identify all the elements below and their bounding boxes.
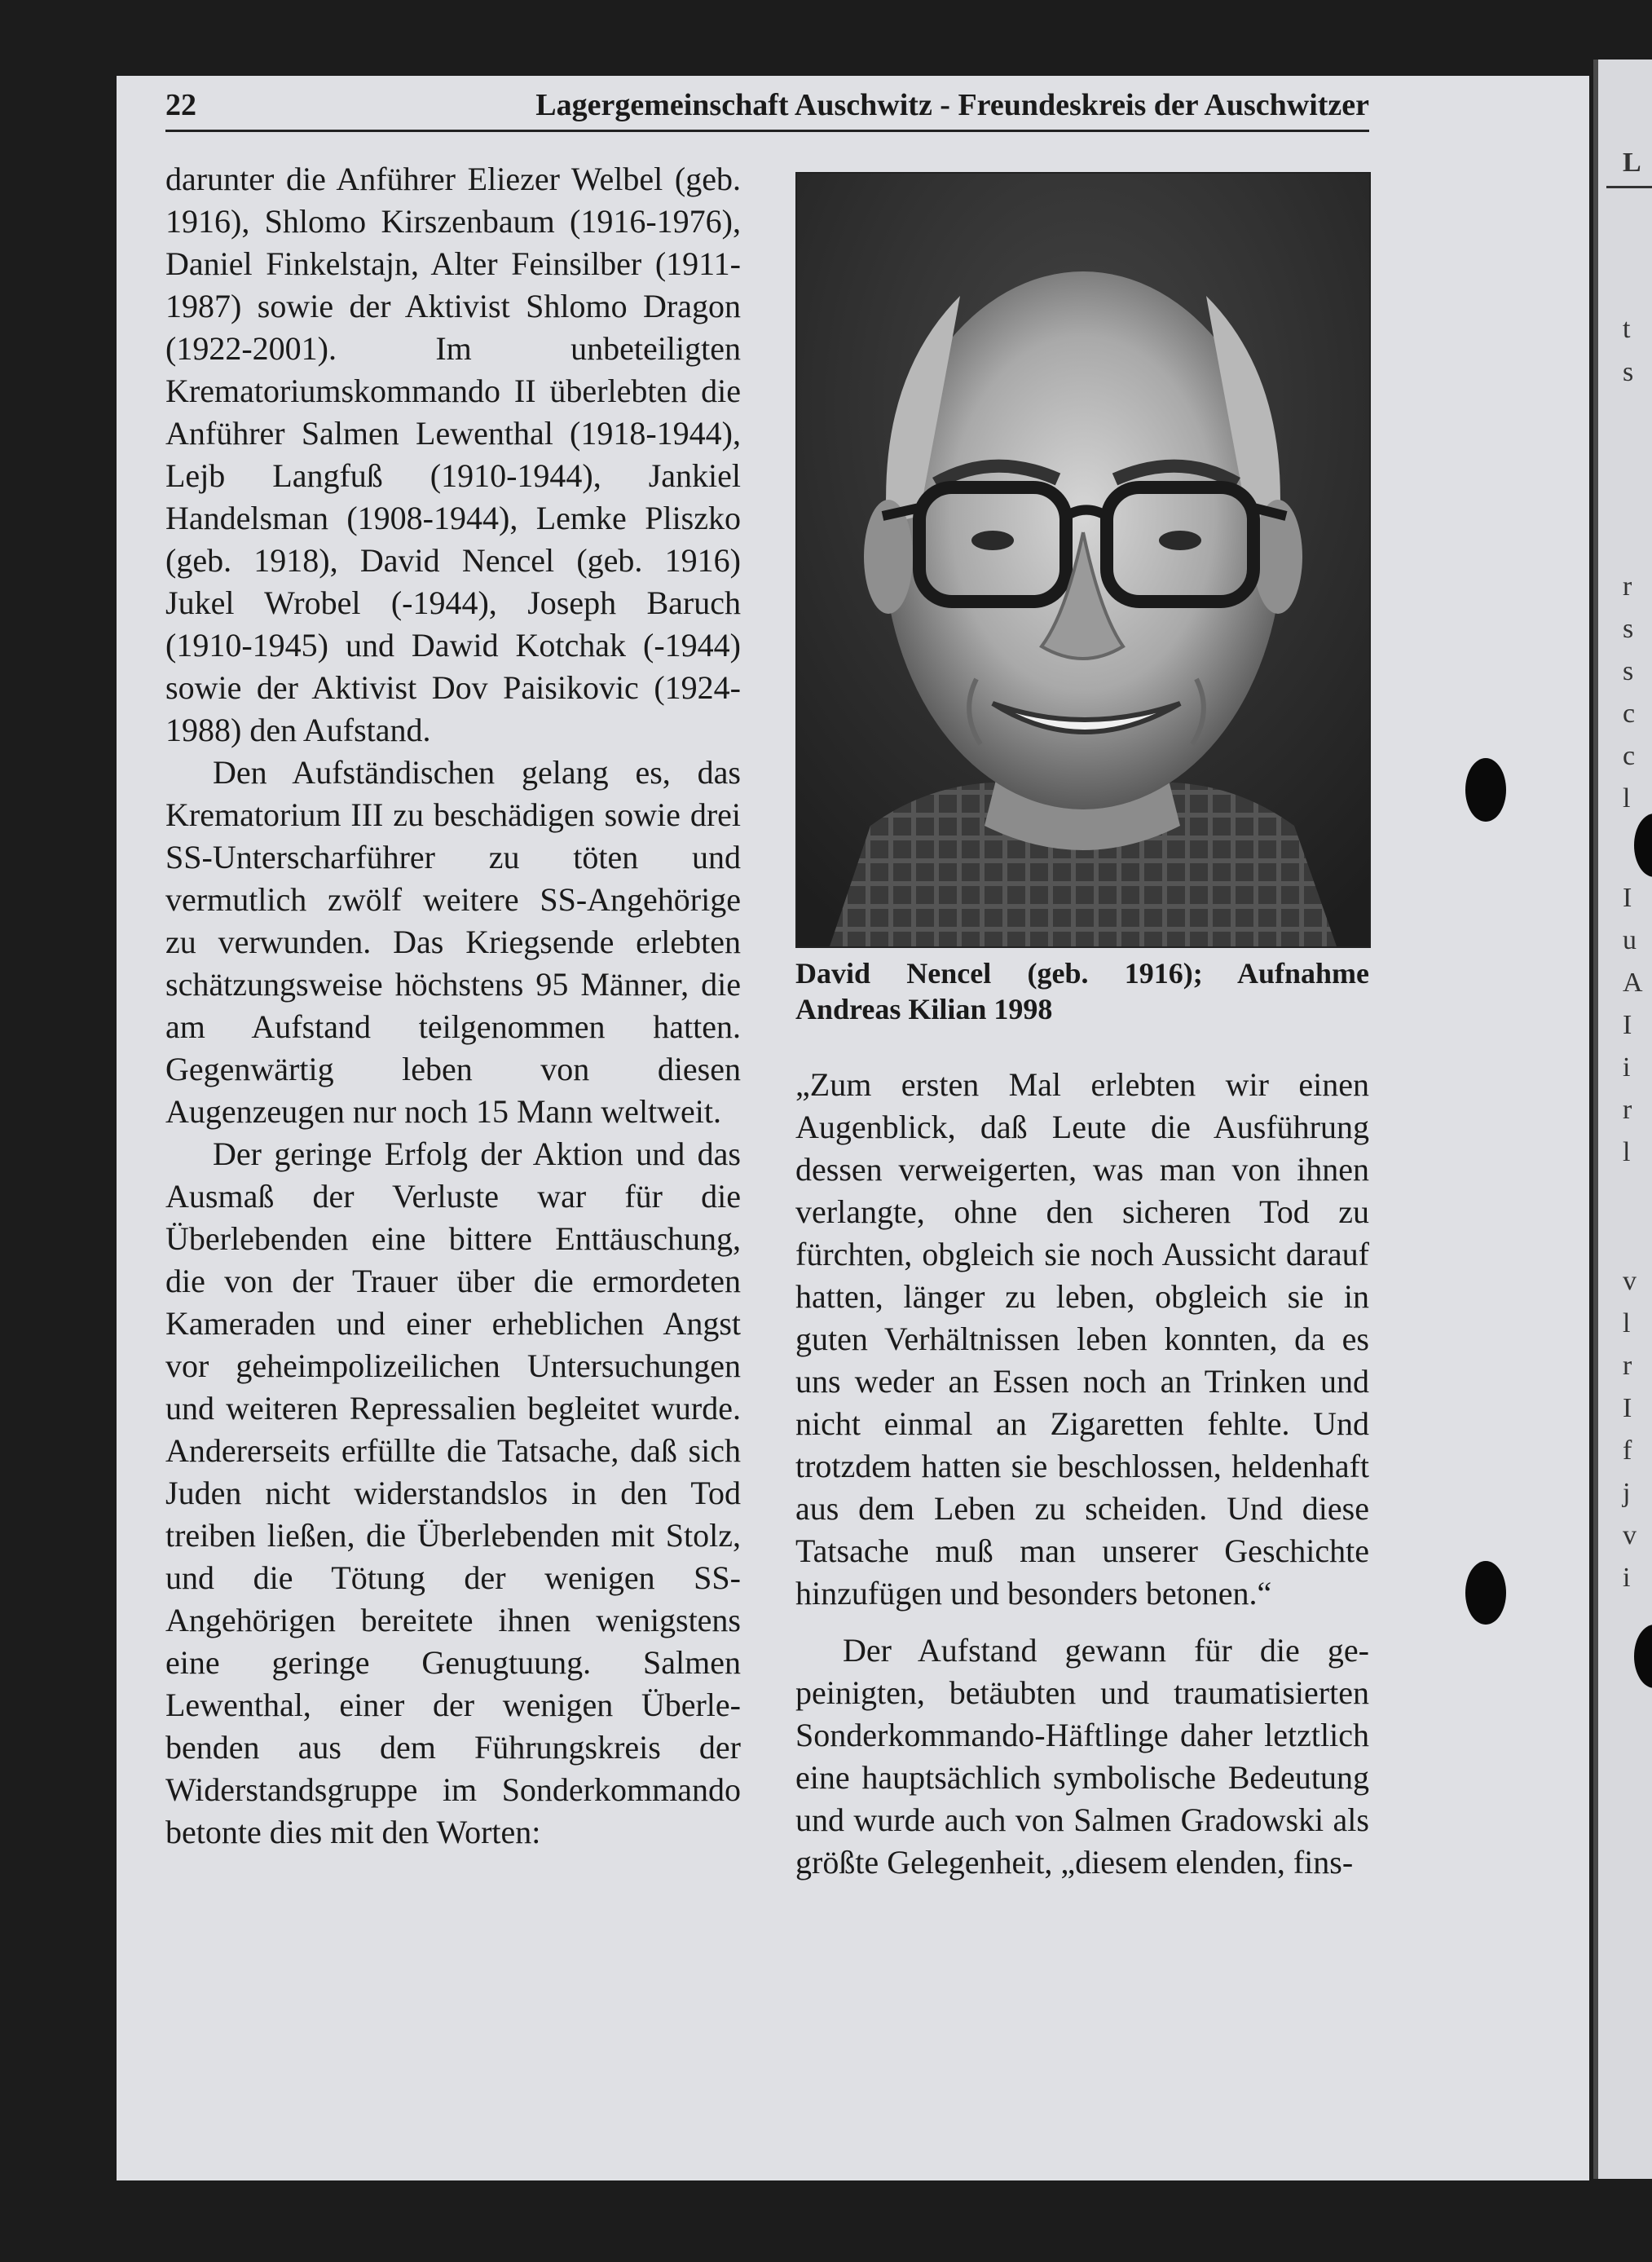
portrait-photo (795, 172, 1371, 948)
caption-line-1: David Nencel (geb. 1916); Aufnahme (795, 957, 1369, 990)
left-paragraph-2: Den Aufständischen gelang es, das Krematorium III zu beschädigen sowie drei SS-Unterscharführer zu töten und vermutlich zwölf weitere SS-Angehörige zu verwunden. Das Kriegsende erlebten schätzungsweise höchstens 95 Männer, die am Aufstand teilgenommen hatten. Gegenwärtig leben von diesen Augenzeugen nur noch 15 Mann weltweit. (165, 754, 741, 1130)
punch-hole (1465, 758, 1506, 822)
edge-char: i (1623, 1563, 1631, 1593)
edge-char: l (1623, 783, 1631, 814)
punch-hole (1634, 1625, 1652, 1688)
edge-char: s (1623, 357, 1634, 387)
edge-char: j (1623, 1478, 1631, 1508)
quote-paragraph: „Zum ersten Mal erlebten wir einen Augenblick, daß Leute die Ausführung dessen verweigerten, was man von ihnen verlangte, ohne den sicheren Tod zu fürchten, obgleich sie noch Aussicht darauf hatten, länger zu leben, obgleich sie in guten Verhältnissen leben konnten, da es uns weder an Essen noch an Trinken und nicht einmal an Zigaretten fehlte. Und trotzdem hatten sie beschlossen, heldenhaft aus dem Leben zu scheiden. Und diese Tatsache muß man unserer Geschichte hinzufügen und besonders betonen.“ (795, 1066, 1369, 1612)
header-rule (165, 130, 1369, 132)
right-column (795, 1064, 1369, 1884)
edge-char: c (1623, 741, 1636, 771)
edge-char: u (1623, 925, 1637, 955)
left-paragraph-3: Der geringe Erfolg der Aktion und das Ausmaß der Verluste war für die Überlebenden eine bittere Enttäuschung, die von der Trauer über die ermordeten Kameraden und einer erheblichen Angst vor geheimpolizeilichen Untersuchungen und weiteren Repressalien begleitet wurde. Andererseits erfüllte die Tatsache, daß sich Juden nicht widerstandslos in den Tod treiben ließen, die Überlebenden mit Stolz, und die Tötung der wenigen SS-Angehörigen bereitete ihnen wenigstens eine geringe Genugtuung. Salmen Lewenthal, einer der wenigen Überlebenden aus dem Führungskreis der Widerstandsgruppe im Sonderkommando betonte dies mit den Worten: (165, 1135, 741, 1850)
edge-char: v (1623, 1266, 1637, 1296)
caption-line-2: Andreas Kilian 1998 (795, 993, 1053, 1025)
edge-char: I (1623, 1010, 1632, 1040)
left-paragraph-1: darunter die Anführer Eliezer Welbel (geb. 1916), Shlomo Kirszenbaum (1916-1976), Daniel Finkelstajn, Alter Feinsilber (1911-1987) sowie der Aktivist Shlomo Dragon (1922-2001). Im unbeteiligten Krematoriumskommando II überlebten die Anführer Salmen Lewenthal (1918-1944), Lejb Langfuß (1910-1944), Jankiel Handelsman (1908-1944), Lemke Pliszko (geb. 1918), David Nencel (geb. 1916) Jukel Wrobel (-1944), Joseph Baruch (1910-1945) und Dawid Kotchak (-1944) sowie der Aktivist Dov Paisikovic (1924-1988) den Aufstand. (165, 161, 741, 748)
next-page-edge (1593, 60, 1652, 2179)
edge-char: l (1623, 1137, 1631, 1167)
next-page-header-char: L (1623, 148, 1641, 178)
edge-char: i (1623, 1052, 1631, 1082)
page-number: 22 (165, 88, 196, 122)
punch-hole (1465, 1561, 1506, 1625)
edge-char: v (1623, 1520, 1637, 1550)
punch-hole (1634, 814, 1652, 877)
photo-caption (795, 955, 1369, 1027)
running-title: Lagergemeinschaft Auschwitz - Freundeskreis der Auschwitzer (535, 88, 1369, 122)
edge-char: r (1623, 1351, 1632, 1381)
portrait-illustration (797, 174, 1369, 946)
edge-char: s (1623, 614, 1634, 644)
edge-char: I (1623, 883, 1632, 913)
edge-char: s (1623, 656, 1634, 686)
next-page-header-rule (1606, 186, 1652, 188)
edge-char: c (1623, 699, 1636, 729)
edge-char: I (1623, 1393, 1632, 1423)
left-column (165, 158, 741, 1854)
edge-char: r (1623, 1095, 1632, 1125)
edge-char: r (1623, 571, 1632, 602)
edge-char: A (1623, 968, 1643, 998)
page-header (165, 87, 1369, 128)
edge-char: f (1623, 1435, 1632, 1466)
edge-char: l (1623, 1308, 1631, 1338)
right-paragraph-2: Der Aufstand gewann für die gepeinigten, betäubten und traumatisierten Sonderkommando-Häftlinge daher letztlich eine hauptsächlich symbolische Bedeutung und wurde auch von Salmen Gradowski als größte Gelegenheit, „diesem elenden, fins- (795, 1632, 1369, 1881)
edge-char: t (1623, 314, 1631, 344)
